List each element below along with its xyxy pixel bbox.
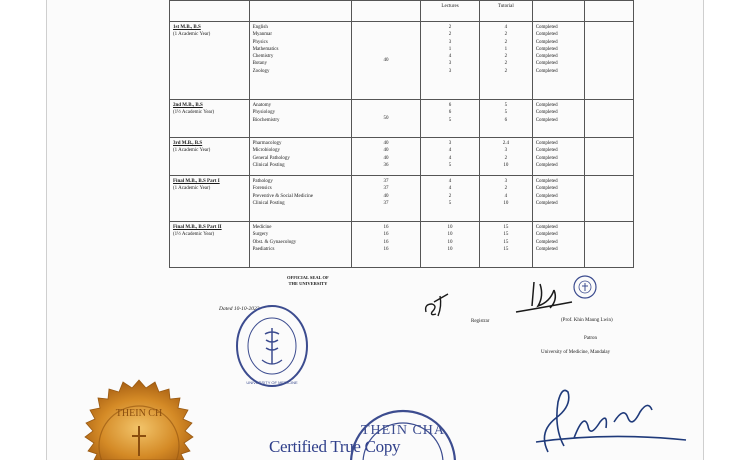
tutorial-value: 15 [503,232,509,238]
subject-name: English [252,25,268,30]
lectures-cell [421,176,480,222]
weeks-value: 40 [383,155,389,161]
weeks-value: 36 [383,162,389,168]
empty-cell [585,176,634,222]
dated-text: Dated 10-10-2023 [219,306,260,312]
subject-name: Mathematics [252,46,279,52]
tutorial-value: 4 [504,25,508,30]
year-label: 2nd M.B., B.S [173,103,203,108]
subject-name: Pathology [252,179,273,184]
certifier-signature-icon [528,382,688,460]
tutorial-value: 2 [504,68,508,74]
weeks-value: 16 [383,246,389,252]
header-cell [249,1,351,22]
subject-name: Medicine [252,225,272,230]
lectures-value: 4 [448,155,452,161]
tutorial-cell [479,222,532,268]
lectures-value: 4 [448,148,452,154]
lectures-value: 10 [447,232,453,238]
subject-name: Zoology [252,68,270,74]
tutorial-value: 15 [503,225,509,230]
lectures-value: 4 [448,54,452,60]
lectures-value: 1 [448,46,452,52]
status-value: Completed [535,155,558,161]
tutorial-value: 10 [503,200,509,206]
year-period: (1 Academic Year) [173,148,211,154]
weeks-cell [351,138,420,176]
subject-name: Physics [252,39,268,45]
header-lectures: Lectures [421,1,480,22]
subjects-cell [249,22,351,100]
lectures-value: 4 [448,186,452,192]
year-cell [170,222,250,268]
seal-label-line: THE UNIVERSITY [288,280,328,286]
subject-name: Clinical Posting [252,200,285,206]
subject-name: Botany [252,61,268,67]
subject-name: Pharmacology [252,141,282,146]
subject-name: Chemistry [252,54,274,60]
header-cell [585,1,634,22]
table-row [170,138,634,176]
tutorial-value: 2 [504,186,508,192]
status-value: Completed [535,246,558,252]
right-frame [703,0,750,460]
lectures-value: 5 [448,200,452,206]
status-value: Completed [535,46,558,52]
lectures-cell [421,138,480,176]
subject-name: Preventive & Social Medicine [252,193,313,199]
empty-cell [585,138,634,176]
year-period: (1 Academic Year) [173,32,211,38]
weeks-value: 37 [383,186,389,192]
weeks-value: 16 [383,239,389,245]
lectures-value: 6 [448,103,452,108]
lectures-value: 10 [447,239,453,245]
certified-true-copy: Certified True Copy [269,437,401,456]
status-value: Completed [535,232,558,238]
status-value: Completed [535,200,558,206]
svg-text:UNIVERSITY OF MEDICINE: UNIVERSITY OF MEDICINE [246,380,298,385]
year-cell [170,100,250,138]
table-row [170,22,634,100]
tutorial-value: 2 [504,61,508,67]
lectures-value: 3 [448,141,452,146]
subjects-cell [249,100,351,138]
status-value: Completed [535,39,558,45]
small-round-stamp-icon [572,274,598,300]
patron-signature-icon [510,276,574,318]
tutorial-value: 2 [504,39,508,45]
status-value: Completed [535,186,558,192]
tutorial-value: 1 [504,46,508,52]
status-value: Completed [535,148,558,154]
subject-name: Forensics [252,186,272,192]
status-cell [532,176,585,222]
table-row [170,222,634,268]
curriculum-table [169,0,634,268]
seal-label-line: OFFICIAL SEAL OF [287,275,329,280]
weeks-value: 16 [383,225,389,230]
status-value: Completed [535,68,558,74]
registrar-label: Registrar [471,319,490,324]
lectures-value: 2 [448,25,452,30]
subject-name: Clinical Posting [252,162,285,168]
status-value: Completed [535,54,558,60]
weeks-value: 16 [383,232,389,238]
year-cell [170,138,250,176]
status-value: Completed [535,239,558,245]
status-value: Completed [535,110,558,116]
table-header-row [170,1,634,22]
tutorial-cell [479,22,532,100]
status-cell [532,22,585,100]
status-value: Completed [535,61,558,67]
status-value: Completed [535,225,558,230]
subject-name: Physiology [252,110,276,116]
left-frame [0,0,47,460]
subject-name: Paediatrics [252,246,275,252]
status-value: Completed [535,141,558,146]
tutorial-value: 5 [504,110,508,116]
header-cell [532,1,585,22]
subject-name: Biochemistry [252,117,280,123]
subject-name: Microbiology [252,148,281,154]
year-label: 3rd M.B., B.S [173,141,203,146]
year-period: (1½ Academic Year) [173,110,215,116]
weeks-value: 37 [383,179,389,184]
lectures-value: 10 [447,246,453,252]
lectures-value: 3 [448,61,452,67]
tutorial-value: 3 [504,148,508,154]
lectures-value: 2 [448,193,452,199]
status-value: Completed [535,179,558,184]
status-cell [532,138,585,176]
tutorial-value: 2 [504,155,508,161]
hours-value: 50 [383,115,389,121]
tutorial-cell [479,176,532,222]
subject-name: Anatomy [252,103,272,108]
lectures-cell [421,222,480,268]
year-label: Final M.B., B.S Part I [173,179,220,184]
status-value: Completed [535,117,558,123]
year-cell [170,176,250,222]
subject-name: Surgery [252,232,269,238]
year-label: Final M.B., B.S Part II [173,225,222,230]
lectures-value: 5 [448,162,452,168]
tutorial-value: 10 [503,162,509,168]
status-cell [532,100,585,138]
stamp-text: THEIN CHA [360,423,446,438]
status-value: Completed [535,162,558,168]
lectures-value: 4 [448,179,452,184]
tutorial-cell [479,138,532,176]
subject-name: General Pathology [252,155,290,161]
header-cell [170,1,250,22]
patron-role: Patron [584,336,598,341]
status-value: Completed [535,32,558,38]
weeks-value: 37 [383,200,389,206]
lectures-value: 3 [448,68,452,74]
empty-cell [585,222,634,268]
lectures-value: 3 [448,39,452,45]
tutorial-cell [479,100,532,138]
patron-university: University of Medicine, Mandalay [541,350,611,355]
tutorial-value: 4 [504,193,508,199]
status-value: Completed [535,193,558,199]
subject-name: Obst. & Gynaecology [252,239,297,245]
lectures-cell [421,100,480,138]
status-cell [532,222,585,268]
weeks-cell [351,22,420,100]
empty-cell [585,22,634,100]
year-period: (1½ Academic Year) [173,232,215,238]
university-seal-icon [234,304,310,388]
weeks-cell [351,222,420,268]
lectures-value: 2 [448,32,452,38]
weeks-cell [351,100,420,138]
weeks-value: 40 [383,141,389,146]
header-tutorial: Tutorial [479,1,532,22]
year-period: (1 Academic Year) [173,186,211,192]
year-label: 1st M.B., B.S [173,25,201,30]
registrar-signature-icon [420,290,456,320]
tutorial-value: 2.4 [502,141,509,146]
subject-name: Myanmar [252,32,273,38]
tutorial-value: 15 [503,246,509,252]
tutorial-value: 5 [504,103,508,108]
tutorial-value: 6 [504,117,508,123]
subjects-cell [249,222,351,268]
status-value: Completed [535,25,558,30]
weeks-value: 40 [383,148,389,154]
table-body [170,22,634,268]
status-value: Completed [535,103,558,108]
lectures-cell [421,22,480,100]
patron-name: (Prof. Khin Maung Lwin) [561,318,613,323]
tutorial-value: 2 [504,32,508,38]
tutorial-value: 2 [504,54,508,60]
subjects-cell [249,138,351,176]
header-cell [351,1,420,22]
weeks-cell [351,176,420,222]
empty-cell [585,100,634,138]
lectures-value: 10 [447,225,453,230]
weeks-value: 40 [383,193,389,199]
gold-seal-text: THEIN CH [115,408,163,419]
tutorial-value: 15 [503,239,509,245]
lectures-value: 5 [448,117,452,123]
gold-seal-icon [56,376,222,460]
tutorial-value: 3 [504,179,508,184]
table-row [170,100,634,138]
hours-value: 40 [383,57,389,63]
table-row [170,176,634,222]
year-cell [170,22,250,100]
official-seal-label [287,275,329,286]
lectures-value: 6 [448,110,452,116]
blue-stamp-icon [348,408,458,460]
subjects-cell [249,176,351,222]
